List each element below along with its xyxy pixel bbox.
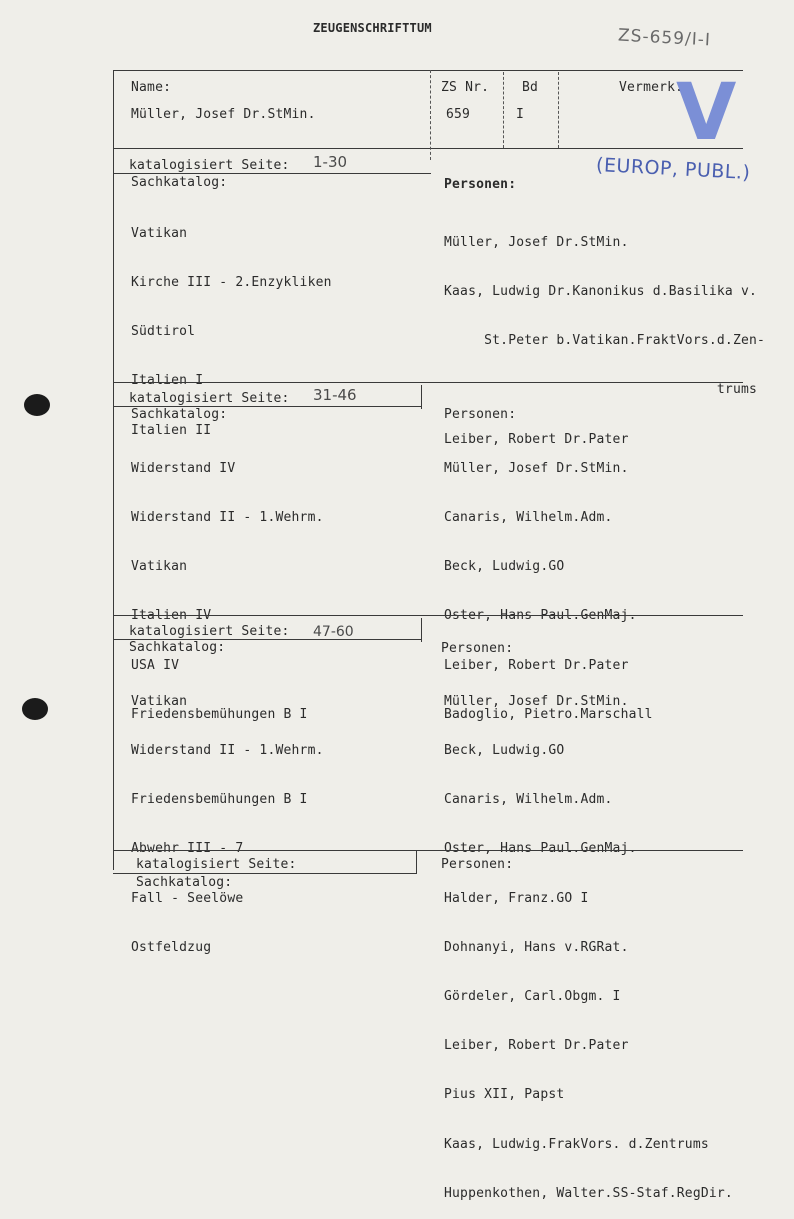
person-item: Oster, Hans Paul.GenMaj. — [444, 608, 637, 624]
section-3-sach-label: Sachkatalog: — [129, 640, 226, 655]
person-item: Dohnanyi, Hans v.RGRat. — [444, 939, 629, 955]
person-item: Müller, Josef Dr.StMin. — [444, 460, 629, 476]
document-title: ZEUGENSCHRIFTTUM — [313, 21, 432, 35]
section-4-catalog-label: katalogisiert Seite: — [136, 857, 297, 872]
person-item: Canaris, Wilhelm.Adm. — [444, 792, 613, 808]
header-bottom-line — [113, 148, 743, 149]
zs-value: 659 — [446, 107, 471, 122]
left-border — [113, 70, 114, 870]
header-top-line — [113, 70, 743, 71]
sach-item: Vatikan — [131, 559, 188, 575]
person-item: Pius XII, Papst — [444, 1087, 565, 1103]
sach-item: Ostfeldzug — [131, 939, 212, 955]
sach-item: USA IV — [131, 657, 180, 673]
person-item: trums — [444, 382, 758, 398]
name-value: Müller, Josef Dr.StMin. — [131, 107, 316, 122]
person-item: Müller, Josef Dr.StMin. — [444, 693, 629, 709]
person-item: Leiber, Robert Dr.Pater — [444, 1038, 629, 1054]
section-1-pages: 1-30 — [313, 153, 348, 171]
person-item: Gördeler, Carl.Obgm. I — [444, 989, 621, 1005]
punch-hole-bottom — [22, 698, 48, 720]
sach-item: Italien IV — [131, 608, 212, 624]
person-item: Kaas, Ludwig.FrakVors. d.Zentrums — [444, 1136, 709, 1152]
section-4-sach-label: Sachkatalog: — [136, 875, 233, 890]
archive-reference: ZS-659/I-I — [617, 25, 712, 51]
name-label: Name: — [131, 80, 172, 95]
sach-item: Friedensbemühungen B I — [131, 792, 308, 808]
zs-label: ZS Nr. — [441, 80, 490, 95]
section-3-personen-list — [444, 661, 733, 1219]
vermerk-label: Vermerk: — [619, 80, 684, 95]
sach-item: Fall - Seelöwe — [131, 890, 244, 906]
sach-item: Italien II — [131, 422, 212, 438]
sach-item: Vatikan — [131, 693, 188, 709]
person-item: Kaas, Ludwig Dr.Kanonikus d.Basilika v. — [444, 284, 758, 300]
section-1-personen-label: Personen: — [444, 177, 517, 192]
section-1-sach-label: Sachkatalog: — [131, 175, 228, 190]
sach-item: Abwehr III - 7 — [131, 841, 244, 857]
section-3-top-line — [113, 615, 743, 616]
sach-item: Südtirol — [131, 324, 196, 340]
section-1-personen-list — [444, 202, 765, 464]
person-item: Beck, Ludwig.GO — [444, 559, 565, 575]
person-item: Leiber, Robert Dr.Pater — [444, 431, 629, 447]
section-4-personen-label: Personen: — [441, 857, 514, 872]
sach-item: Vatikan — [131, 225, 188, 241]
bd-label: Bd — [522, 80, 539, 95]
section-3-catalog-label: katalogisiert Seite: — [129, 624, 290, 639]
person-item: Leiber, Robert Dr.Pater — [444, 657, 629, 673]
person-item: Canaris, Wilhelm.Adm. — [444, 510, 613, 526]
bd-value: I — [516, 107, 525, 122]
person-item: Müller, Josef Dr.StMin. — [444, 234, 629, 250]
vermerk-stamp-note: (EUROP, PUBL.) — [595, 153, 751, 185]
person-item: Huppenkothen, Walter.SS-Staf.RegDir. — [444, 1185, 733, 1201]
sach-item: Widerstand IV — [131, 460, 236, 476]
section-4-label-divider — [416, 850, 417, 874]
section-3-personen-label: Personen: — [441, 641, 514, 656]
person-item: St.Peter b.Vatikan.FraktVors.d.Zen- — [444, 333, 766, 349]
sach-item: Friedensbemühungen B I — [131, 706, 308, 722]
section-2-label-divider — [421, 385, 422, 409]
section-2-catalog-label: katalogisiert Seite: — [129, 391, 290, 406]
section-4-top-line — [113, 850, 743, 851]
section-1-catalog-label: katalogisiert Seite: — [129, 158, 290, 173]
person-item: Halder, Franz.GO I — [444, 890, 589, 906]
header-divider-1 — [430, 70, 431, 160]
vermerk-stamp-v: V — [676, 68, 737, 158]
punch-hole-top — [24, 394, 50, 416]
section-2-sach-label: Sachkatalog: — [131, 407, 228, 422]
sach-item: Kirche III - 2.Enzykliken — [131, 275, 332, 291]
section-2-top-line — [113, 382, 743, 383]
person-item: Badoglio, Pietro.Marschall — [444, 706, 653, 722]
header-divider-2 — [503, 72, 504, 148]
person-item: Oster, Hans Paul.GenMaj. — [444, 841, 637, 857]
sach-item: Widerstand II - 1.Wehrm. — [131, 743, 324, 759]
section-3-label-divider — [421, 618, 422, 642]
sach-item: Italien I — [131, 373, 204, 389]
header-divider-3 — [558, 72, 559, 148]
section-3-sach-list — [131, 661, 324, 973]
person-item: Beck, Ludwig.GO — [444, 743, 565, 759]
section-2-personen-label: Personen: — [444, 407, 517, 422]
sach-item: Widerstand II - 1.Wehrm. — [131, 510, 324, 526]
section-2-pages: 31-46 — [313, 386, 357, 404]
section-3-pages: 47-60 — [313, 624, 354, 640]
